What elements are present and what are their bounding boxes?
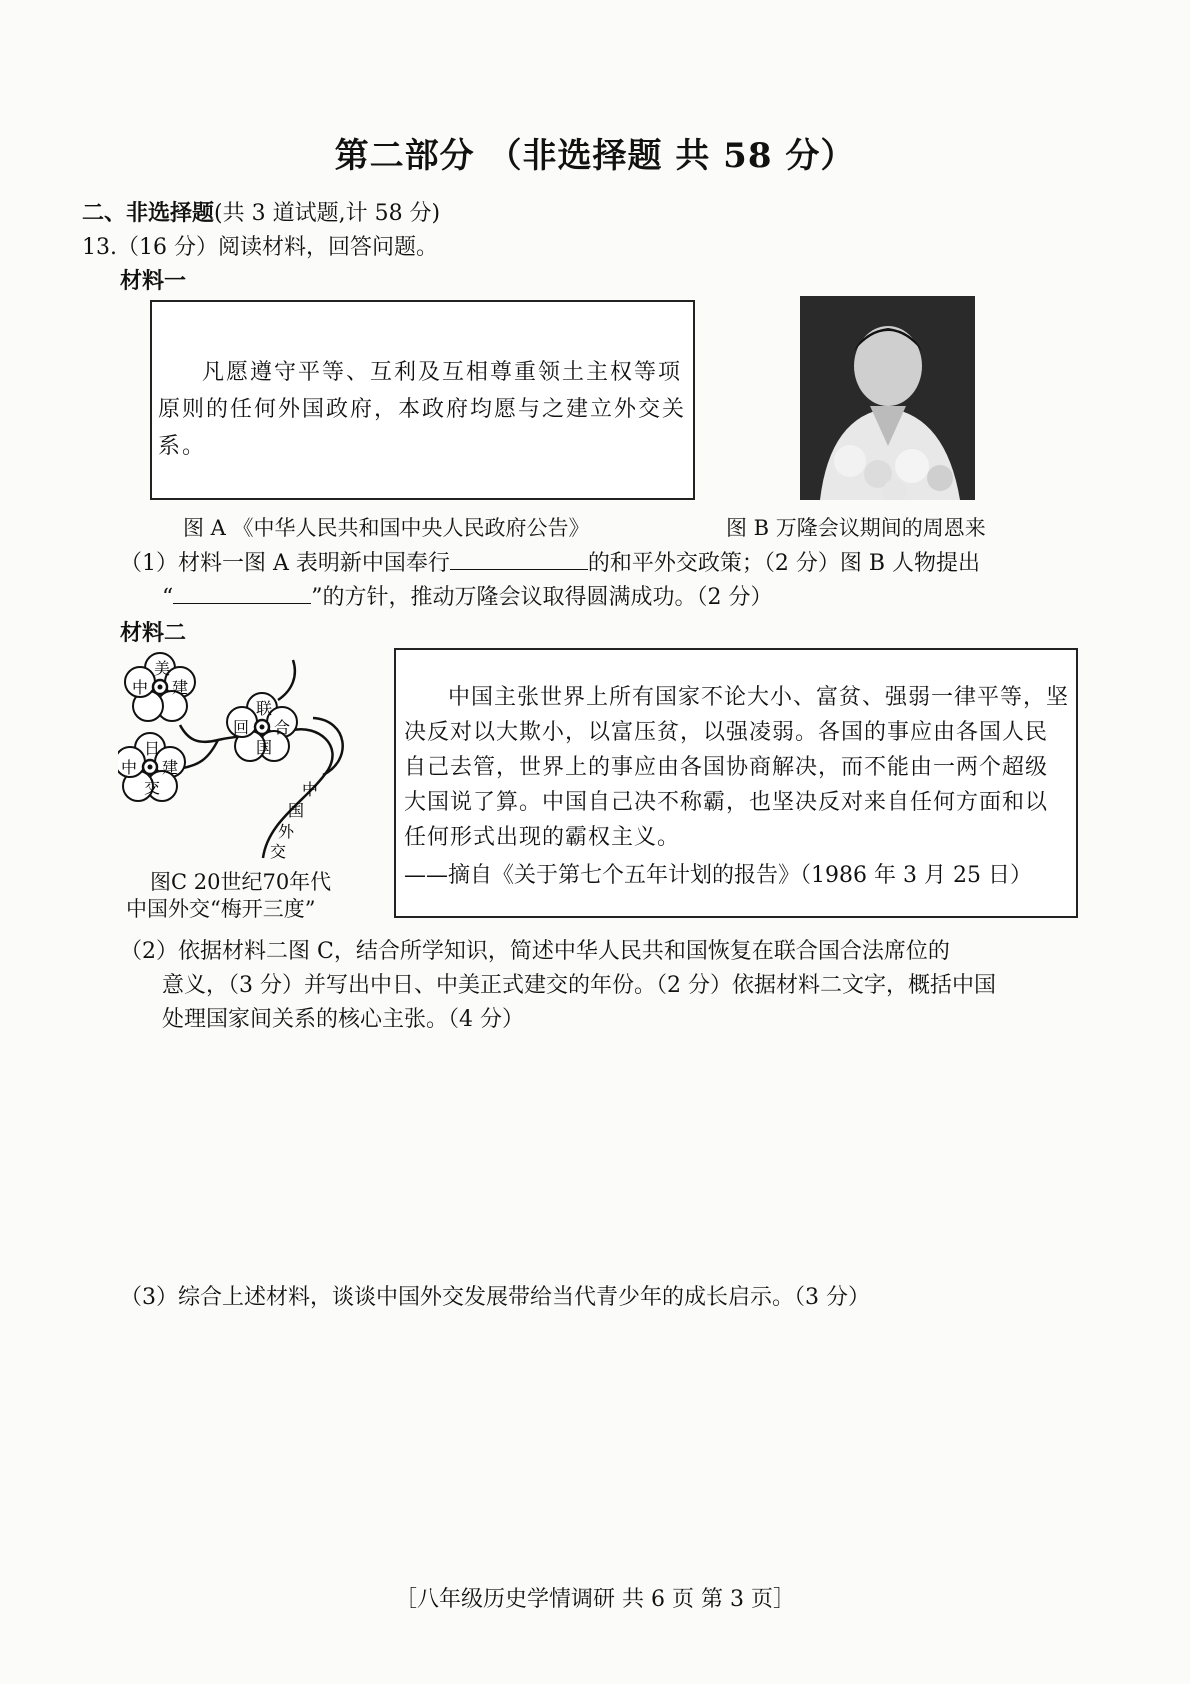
stem-text-1: 中 bbox=[302, 780, 319, 799]
zhou-enlai-photo bbox=[800, 296, 975, 500]
flower-un-top: 联 bbox=[256, 699, 273, 718]
flower-jp-top: 日 bbox=[144, 739, 161, 758]
flower-us-top: 美 bbox=[154, 659, 171, 678]
flower-us-right: 建 bbox=[172, 678, 189, 697]
material-2-quote-box bbox=[394, 648, 1078, 918]
question-1-quote-open: “ bbox=[162, 585, 174, 610]
portrait-illustration bbox=[800, 296, 975, 500]
question-13-stem: 13.（16 分）阅读材料，回答问题。 bbox=[82, 235, 438, 260]
plum-blossom-diagram bbox=[118, 650, 378, 860]
page-footer: ［八年级历史学情调研 共 6 页 第 3 页］ bbox=[395, 1587, 795, 1612]
question-2-line-3: 处理国家间关系的核心主张。（4 分） bbox=[162, 1007, 524, 1032]
figure-c-caption-line-1: 图C 20世纪70年代 bbox=[150, 870, 332, 894]
answer-blank-policy[interactable] bbox=[450, 547, 588, 570]
flower-un-right: 合 bbox=[274, 718, 291, 737]
flower-un-bottom: 国 bbox=[256, 738, 273, 757]
question-1-line-1 bbox=[120, 546, 980, 577]
section-heading-note: (共 3 道试题,计 58 分) bbox=[214, 201, 441, 226]
stem-text-3: 外 bbox=[278, 822, 295, 841]
section-heading bbox=[82, 196, 440, 227]
question-3: （3）综合上述材料，谈谈中国外交发展带给当代青少年的成长启示。（3 分） bbox=[120, 1285, 870, 1310]
question-1-line-2 bbox=[162, 580, 773, 611]
question-1-text-c: ”的方针，推动万隆会议取得圆满成功。（2 分） bbox=[311, 585, 773, 610]
flower-un-left: 回 bbox=[233, 718, 250, 737]
figure-b-caption: 图 B 万隆会议期间的周恩来 bbox=[726, 516, 986, 540]
page-title: 第二部分 （非选择题 共 58 分） bbox=[334, 136, 856, 176]
question-2-line-1: （2）依据材料二图 C，结合所学知识，简述中华人民共和国恢复在联合国合法席位的 bbox=[120, 939, 950, 964]
stem-text-2: 国 bbox=[288, 801, 305, 820]
material-1-quote: 凡愿遵守平等、互利及互相尊重领土主权等项原则的任何外国政府，本政府均愿与之建立外交关系。 bbox=[158, 360, 687, 459]
answer-area-question-2[interactable] bbox=[120, 1040, 1080, 1260]
material-2-source: ——摘自《关于第七个五年计划的报告》（1986 年 3 月 25 日） bbox=[404, 863, 1032, 888]
question-2-line-2: 意义，（3 分）并写出中日、中美正式建交的年份。（2 分）依据材料二文字，概括中国 bbox=[162, 973, 996, 998]
answer-area-question-3[interactable] bbox=[120, 1320, 1080, 1560]
material-2-quote: 中国主张世界上所有国家不论大小、富贫、强弱一律平等，坚决反对以大欺小，以富压贫，以强凌弱。各国的事应由各国人民自己去管，世界上的事应由各国协商解决，而不能由一两个超级大国说了算。中国自己决不称霸，也坚决反对来自任何方面和以任何形式出现的霸权主义。 bbox=[404, 685, 1070, 850]
flower-jp-left: 中 bbox=[121, 758, 138, 777]
question-1-text-b: 的和平外交政策；（2 分）图 B 人物提出 bbox=[587, 551, 981, 576]
material-1-quote-box bbox=[150, 300, 695, 500]
flower-us-left: 中 bbox=[132, 678, 149, 697]
material-1-label: 材料一 bbox=[120, 268, 187, 294]
figure-c-caption-line-2: 中国外交“梅开三度” bbox=[126, 897, 316, 921]
flower-jp-right: 建 bbox=[162, 758, 179, 777]
flower-jp-bottom: 交 bbox=[144, 778, 161, 797]
answer-blank-principle[interactable] bbox=[173, 581, 311, 604]
figure-a-caption: 图 A 《中华人民共和国中央人民政府公告》 bbox=[183, 516, 590, 540]
stem-text-4: 交 bbox=[270, 842, 287, 860]
material-2-label: 材料二 bbox=[120, 620, 187, 646]
section-heading-label: 二、非选择题 bbox=[82, 200, 215, 226]
question-1-text-a: （1）材料一图 A 表明新中国奉行 bbox=[120, 551, 450, 576]
